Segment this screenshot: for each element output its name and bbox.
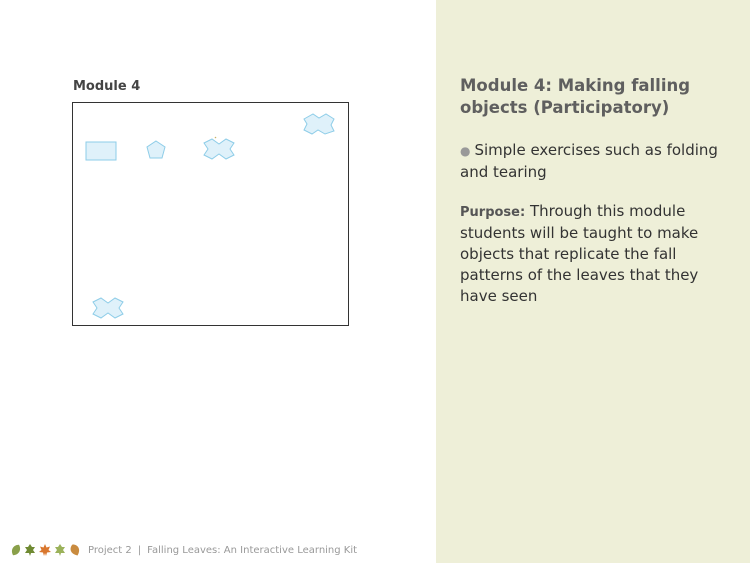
module-frame [72,102,349,326]
footer-title: Falling Leaves: An Interactive Learning Kit [147,544,358,556]
bullet-dot-icon: ● [460,144,471,158]
footer-project: Project 2 [88,544,132,556]
module-label: Module 4 [73,79,141,94]
purpose-paragraph [460,201,722,307]
footer-separator: | [137,544,142,556]
module-title: Module 4: Making falling objects (Participatory) [460,76,691,117]
footer-text [88,545,357,556]
purpose-label: Purpose: [460,205,526,220]
bowtie-paper-shape-bottom-left [92,297,124,319]
dot-mark [214,136,217,139]
leaf-green-icon [10,543,22,557]
leaf-light-green-icon [54,543,66,557]
maple-leaf-brown-icon [68,543,82,557]
maple-leaf-orange-icon [38,543,52,557]
purpose-text: Through this module students will be taught to make objects that replicate the fall patterns of the leaves that they have seen [460,202,699,305]
bowtie-paper-shape-center [203,138,235,160]
leaf-olive-icon [24,543,36,557]
footer-leaf-icons [10,543,82,557]
pentagon-paper-shape [146,140,166,160]
footer [10,542,357,558]
rectangle-paper-shape [85,141,117,161]
bullet-item [460,140,720,183]
bowtie-paper-shape-top-right [303,113,335,135]
bullet-text: Simple exercises such as folding and tearing [460,141,718,181]
